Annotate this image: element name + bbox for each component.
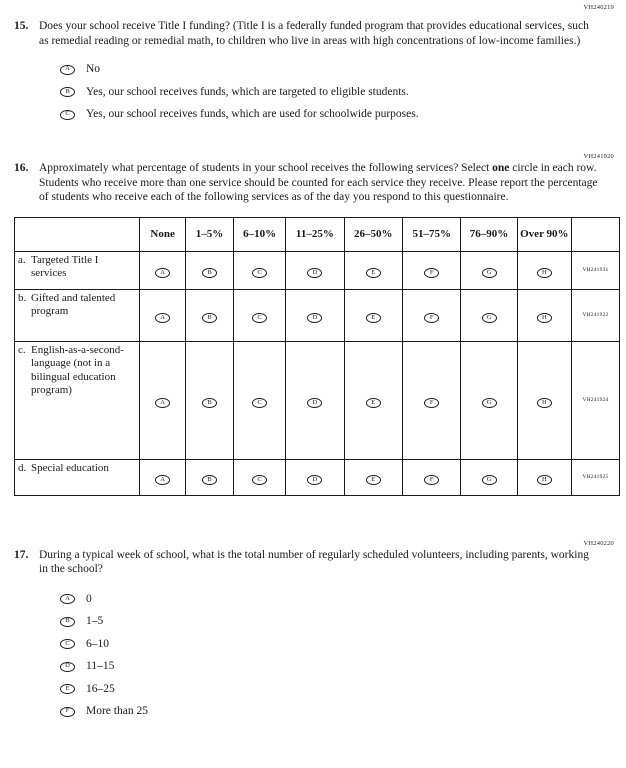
answer-oval-c[interactable]: C bbox=[252, 475, 267, 485]
column-header: 6–10% bbox=[234, 217, 286, 251]
answer-oval-b[interactable]: B bbox=[60, 87, 75, 97]
table-body bbox=[15, 251, 620, 495]
oval-cell bbox=[402, 341, 460, 459]
answer-oval-h[interactable]: H bbox=[537, 398, 552, 408]
answer-option bbox=[60, 86, 616, 99]
oval-cell bbox=[286, 251, 344, 289]
option-label: 1–5 bbox=[86, 615, 104, 627]
row-code: VH241925 bbox=[571, 459, 619, 495]
row-label-cell bbox=[15, 251, 140, 289]
oval-cell bbox=[234, 251, 286, 289]
answer-oval-d[interactable]: D bbox=[307, 475, 322, 485]
question-15-text: Does your school receive Title I funding? (Title I is a federally funded program that provides educational services, such as remedial reading or remedial math, to children who live in areas with high concentrations of low-income families.) bbox=[39, 20, 589, 47]
answer-oval-f[interactable]: F bbox=[424, 398, 439, 408]
oval-cell bbox=[234, 459, 286, 495]
answer-oval-h[interactable]: H bbox=[537, 268, 552, 278]
answer-oval-d[interactable]: D bbox=[307, 313, 322, 323]
oval-cell bbox=[140, 341, 186, 459]
column-header: 11–25% bbox=[286, 217, 344, 251]
option-label: Yes, our school receives funds, which are used for schoolwide purposes. bbox=[86, 108, 419, 120]
answer-oval-e[interactable]: E bbox=[366, 475, 381, 485]
answer-oval-a[interactable]: A bbox=[155, 313, 170, 323]
oval-cell bbox=[344, 289, 402, 341]
answer-option bbox=[60, 615, 616, 628]
oval-cell bbox=[286, 341, 344, 459]
question-17-options bbox=[60, 593, 616, 719]
answer-oval-h[interactable]: H bbox=[537, 313, 552, 323]
column-header: Over 90% bbox=[517, 217, 571, 251]
row-code: VH241922 bbox=[571, 289, 619, 341]
row-letter: b. bbox=[18, 291, 27, 304]
column-header: 76–90% bbox=[461, 217, 517, 251]
code-column-header bbox=[571, 217, 619, 251]
question-15 bbox=[14, 19, 616, 48]
question-15-options bbox=[60, 63, 616, 121]
answer-oval-a[interactable]: A bbox=[60, 594, 75, 604]
oval-cell bbox=[234, 341, 286, 459]
table-row bbox=[15, 289, 620, 341]
answer-oval-d[interactable]: D bbox=[60, 662, 75, 672]
question-16-text bbox=[39, 161, 599, 205]
answer-option bbox=[60, 593, 616, 606]
oval-cell bbox=[344, 341, 402, 459]
oval-cell bbox=[461, 341, 517, 459]
form-code-q17: VH240220 bbox=[583, 539, 614, 547]
answer-oval-a[interactable]: A bbox=[155, 475, 170, 485]
question-16-number: 16. bbox=[14, 162, 29, 174]
table-row bbox=[15, 459, 620, 495]
answer-oval-d[interactable]: D bbox=[307, 398, 322, 408]
oval-cell bbox=[517, 251, 571, 289]
answer-option bbox=[60, 683, 616, 696]
question-16-text-after: circle in each row. Students who receive more than one service should be counted for each service they receive. Please report the percentage of students who receive each of the following services as of the day you respond to this questionnaire. bbox=[39, 162, 598, 203]
oval-cell bbox=[186, 459, 234, 495]
oval-cell bbox=[344, 251, 402, 289]
oval-cell bbox=[140, 289, 186, 341]
answer-oval-e[interactable]: E bbox=[366, 398, 381, 408]
row-letter: c. bbox=[18, 343, 26, 356]
row-code: VH241931 bbox=[571, 251, 619, 289]
row-label-text: Targeted Title I services bbox=[31, 253, 99, 279]
oval-cell bbox=[344, 459, 402, 495]
row-label-cell bbox=[15, 341, 140, 459]
answer-oval-b[interactable]: B bbox=[202, 268, 217, 278]
option-label: 16–25 bbox=[86, 682, 115, 695]
question-16 bbox=[14, 161, 616, 205]
oval-cell bbox=[186, 341, 234, 459]
oval-cell bbox=[461, 289, 517, 341]
answer-oval-f[interactable]: F bbox=[424, 268, 439, 278]
answer-option bbox=[60, 638, 616, 651]
row-label-cell bbox=[15, 289, 140, 341]
option-label: 11–15 bbox=[86, 660, 115, 672]
answer-oval-e[interactable]: E bbox=[366, 268, 381, 278]
oval-cell bbox=[461, 459, 517, 495]
form-code-q16: VH241920 bbox=[583, 153, 614, 160]
question-17-number: 17. bbox=[14, 548, 29, 561]
answer-oval-d[interactable]: D bbox=[307, 268, 322, 278]
oval-cell bbox=[517, 341, 571, 459]
row-letter: a. bbox=[18, 253, 26, 266]
table-header-row bbox=[15, 217, 620, 251]
answer-oval-h[interactable]: H bbox=[537, 475, 552, 485]
answer-oval-g[interactable]: G bbox=[482, 268, 497, 278]
answer-oval-f[interactable]: F bbox=[60, 707, 75, 717]
oval-cell bbox=[402, 459, 460, 495]
oval-cell bbox=[286, 459, 344, 495]
oval-cell bbox=[517, 289, 571, 341]
row-letter: d. bbox=[18, 461, 27, 474]
answer-option bbox=[60, 63, 616, 76]
oval-cell bbox=[517, 459, 571, 495]
option-label: More than 25 bbox=[86, 705, 148, 717]
oval-cell bbox=[234, 289, 286, 341]
option-label: 6–10 bbox=[86, 637, 109, 650]
row-code: VH241924 bbox=[571, 341, 619, 459]
answer-oval-f[interactable]: F bbox=[424, 475, 439, 485]
answer-option bbox=[60, 705, 616, 718]
oval-cell bbox=[402, 251, 460, 289]
answer-oval-g[interactable]: G bbox=[482, 475, 497, 485]
answer-oval-a[interactable]: A bbox=[60, 65, 75, 75]
oval-cell bbox=[140, 251, 186, 289]
row-label-text: Special education bbox=[31, 461, 109, 474]
table-corner-cell bbox=[15, 217, 140, 251]
option-label: No bbox=[86, 63, 101, 75]
table-row bbox=[15, 251, 620, 289]
oval-cell bbox=[140, 459, 186, 495]
option-label: Yes, our school receives funds, which are targeted to eligible students. bbox=[86, 85, 409, 98]
answer-oval-b[interactable]: B bbox=[60, 617, 75, 627]
answer-oval-c[interactable]: C bbox=[252, 398, 267, 408]
row-label-text: English-as-a-second-language (not in a bilingual education program) bbox=[31, 343, 124, 396]
column-header: 51–75% bbox=[402, 217, 460, 251]
row-label-cell bbox=[15, 459, 140, 495]
percentage-table bbox=[14, 217, 620, 496]
form-code-q15: VH240219 bbox=[583, 4, 614, 11]
row-label-text: Gifted and talented program bbox=[31, 291, 116, 317]
answer-oval-g[interactable]: G bbox=[482, 313, 497, 323]
oval-cell bbox=[286, 289, 344, 341]
question-16-bold-word: one bbox=[492, 162, 510, 174]
oval-cell bbox=[402, 289, 460, 341]
answer-oval-e[interactable]: E bbox=[60, 684, 75, 694]
answer-oval-e[interactable]: E bbox=[366, 313, 381, 323]
oval-cell bbox=[186, 251, 234, 289]
answer-oval-a[interactable]: A bbox=[155, 268, 170, 278]
question-16-text-before: Approximately what percentage of students in your school receives the following services? Select bbox=[39, 162, 493, 174]
answer-oval-b[interactable]: B bbox=[202, 475, 217, 485]
answer-option bbox=[60, 660, 616, 673]
question-17-text: During a typical week of school, what is the total number of regularly scheduled volunteers, including parents, working in the school? bbox=[39, 548, 589, 575]
answer-option bbox=[60, 108, 616, 121]
column-header: 1–5% bbox=[186, 217, 234, 251]
table-row bbox=[15, 341, 620, 459]
answer-oval-c[interactable]: C bbox=[252, 268, 267, 278]
answer-oval-c[interactable]: C bbox=[60, 639, 75, 649]
oval-cell bbox=[186, 289, 234, 341]
answer-oval-c[interactable]: C bbox=[60, 110, 75, 120]
column-header: 26–50% bbox=[344, 217, 402, 251]
question-17 bbox=[14, 548, 616, 577]
answer-oval-a[interactable]: A bbox=[155, 398, 170, 408]
answer-oval-b[interactable]: B bbox=[202, 313, 217, 323]
option-label: 0 bbox=[86, 592, 92, 605]
answer-oval-c[interactable]: C bbox=[252, 313, 267, 323]
answer-oval-f[interactable]: F bbox=[424, 313, 439, 323]
question-15-number: 15. bbox=[14, 20, 29, 32]
answer-oval-g[interactable]: G bbox=[482, 398, 497, 408]
column-header: None bbox=[140, 217, 186, 251]
answer-oval-b[interactable]: B bbox=[202, 398, 217, 408]
oval-cell bbox=[461, 251, 517, 289]
